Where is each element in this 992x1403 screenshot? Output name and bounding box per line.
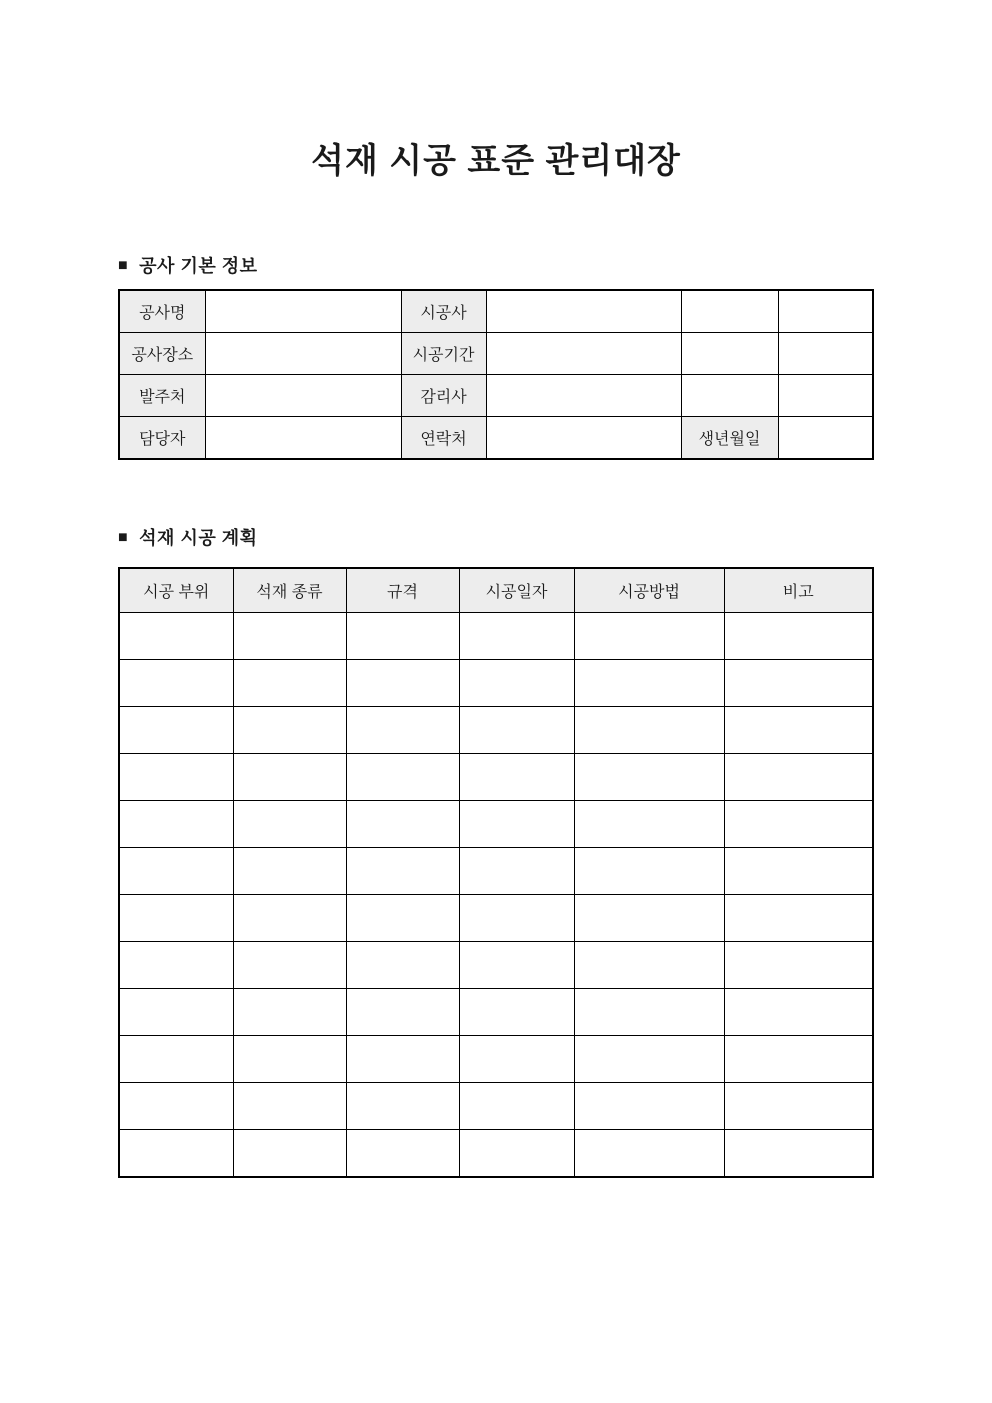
field-value-contact [486, 417, 681, 460]
plan-empty-cell [119, 848, 233, 895]
field-value-construction-site [205, 333, 401, 375]
plan-empty-cell [119, 707, 233, 754]
plan-empty-cell [574, 895, 724, 942]
field-label-ordering-party: 발주처 [119, 375, 205, 417]
plan-empty-cell [233, 989, 346, 1036]
document-title: 석재 시공 표준 관리대장 [311, 142, 681, 180]
empty-cell [778, 290, 873, 333]
plan-empty-cell [724, 707, 873, 754]
plan-empty-cell [574, 942, 724, 989]
plan-empty-cell [574, 848, 724, 895]
plan-empty-cell [459, 848, 574, 895]
plan-empty-cell [459, 707, 574, 754]
plan-empty-cell [724, 754, 873, 801]
plan-empty-cell [346, 1083, 459, 1130]
basic-info-row [119, 290, 873, 333]
section-heading-basic-info-text: 공사 기본 정보 [139, 256, 258, 276]
field-value-person-in-charge [205, 417, 401, 460]
plan-empty-cell [233, 754, 346, 801]
plan-empty-cell [346, 660, 459, 707]
plan-empty-cell [574, 1083, 724, 1130]
plan-empty-cell [459, 754, 574, 801]
plan-empty-cell [233, 1036, 346, 1083]
basic-info-row [119, 333, 873, 375]
construction-plan-table [118, 567, 874, 1178]
field-value-construction-name [205, 290, 401, 333]
plan-empty-cell [119, 1130, 233, 1178]
empty-cell [681, 290, 778, 333]
plan-empty-cell [233, 942, 346, 989]
plan-empty-cell [119, 801, 233, 848]
plan-empty-cell [119, 1036, 233, 1083]
plan-empty-cell [346, 848, 459, 895]
col-header-construction-method: 시공방법 [574, 568, 724, 613]
plan-empty-row [119, 754, 873, 801]
plan-empty-cell [574, 1036, 724, 1083]
plan-empty-cell [724, 989, 873, 1036]
field-label-contact: 연락처 [401, 417, 486, 460]
plan-empty-cell [459, 1130, 574, 1178]
plan-empty-cell [346, 707, 459, 754]
plan-empty-cell [574, 989, 724, 1036]
basic-info-row [119, 417, 873, 460]
plan-empty-cell [574, 801, 724, 848]
col-header-construction-location: 시공 부위 [119, 568, 233, 613]
field-label-construction-period: 시공기간 [401, 333, 486, 375]
field-label-contractor: 시공사 [401, 290, 486, 333]
plan-empty-cell [724, 942, 873, 989]
section-heading-construction-plan [118, 524, 258, 550]
plan-empty-cell [574, 613, 724, 660]
plan-empty-cell [574, 754, 724, 801]
plan-empty-cell [233, 1083, 346, 1130]
plan-empty-row [119, 1036, 873, 1083]
field-label-supervisor-company: 감리사 [401, 375, 486, 417]
plan-empty-cell [724, 660, 873, 707]
basic-info-row [119, 375, 873, 417]
field-value-ordering-party [205, 375, 401, 417]
plan-empty-cell [574, 1130, 724, 1178]
plan-empty-cell [724, 1130, 873, 1178]
plan-empty-cell [346, 1036, 459, 1083]
plan-empty-row [119, 1083, 873, 1130]
plan-empty-cell [459, 942, 574, 989]
plan-empty-cell [233, 848, 346, 895]
plan-empty-row [119, 989, 873, 1036]
plan-empty-row [119, 1130, 873, 1178]
field-value-contractor [486, 290, 681, 333]
plan-empty-cell [346, 754, 459, 801]
col-header-stone-type: 석재 종류 [233, 568, 346, 613]
plan-empty-cell [233, 895, 346, 942]
plan-empty-cell [459, 895, 574, 942]
black-square-bullet-icon: ■ [118, 257, 129, 274]
plan-empty-cell [119, 754, 233, 801]
plan-empty-cell [119, 613, 233, 660]
plan-empty-cell [574, 660, 724, 707]
field-label-construction-site: 공사장소 [119, 333, 205, 375]
plan-empty-cell [119, 1083, 233, 1130]
plan-empty-cell [459, 1036, 574, 1083]
plan-empty-cell [459, 1083, 574, 1130]
plan-empty-cell [724, 1083, 873, 1130]
plan-empty-cell [459, 613, 574, 660]
plan-empty-cell [119, 942, 233, 989]
col-header-specification: 규격 [346, 568, 459, 613]
plan-empty-row [119, 848, 873, 895]
plan-empty-cell [346, 1130, 459, 1178]
field-label-birth-date: 생년월일 [681, 417, 778, 460]
plan-empty-row [119, 801, 873, 848]
plan-empty-cell [724, 895, 873, 942]
section-heading-construction-plan-text: 석재 시공 계획 [139, 528, 258, 548]
plan-empty-row [119, 942, 873, 989]
plan-empty-cell [233, 613, 346, 660]
plan-empty-cell [346, 895, 459, 942]
plan-empty-row [119, 895, 873, 942]
plan-empty-cell [233, 660, 346, 707]
empty-cell [778, 375, 873, 417]
plan-empty-cell [459, 801, 574, 848]
plan-empty-cell [724, 1036, 873, 1083]
plan-empty-cell [346, 613, 459, 660]
plan-empty-cell [119, 660, 233, 707]
plan-empty-cell [119, 895, 233, 942]
plan-empty-cell [233, 707, 346, 754]
col-header-construction-date: 시공일자 [459, 568, 574, 613]
plan-empty-cell [574, 707, 724, 754]
plan-empty-cell [346, 801, 459, 848]
empty-cell [778, 333, 873, 375]
plan-table-body [119, 613, 873, 1178]
black-square-bullet-icon: ■ [118, 529, 129, 546]
plan-empty-cell [346, 989, 459, 1036]
plan-empty-cell [724, 848, 873, 895]
plan-empty-cell [346, 942, 459, 989]
plan-empty-cell [459, 989, 574, 1036]
plan-empty-cell [724, 801, 873, 848]
field-value-birth-date [778, 417, 873, 460]
basic-info-table [118, 289, 874, 460]
field-value-supervisor-company [486, 375, 681, 417]
section-heading-basic-info [118, 252, 258, 278]
field-value-construction-period [486, 333, 681, 375]
field-label-person-in-charge: 담당자 [119, 417, 205, 460]
plan-empty-row [119, 613, 873, 660]
plan-header-row [119, 568, 873, 613]
empty-cell [681, 333, 778, 375]
plan-empty-row [119, 707, 873, 754]
plan-empty-row [119, 660, 873, 707]
col-header-remarks: 비고 [724, 568, 873, 613]
plan-empty-cell [459, 660, 574, 707]
plan-empty-cell [119, 989, 233, 1036]
plan-empty-cell [233, 1130, 346, 1178]
field-label-construction-name: 공사명 [119, 290, 205, 333]
empty-cell [681, 375, 778, 417]
plan-empty-cell [233, 801, 346, 848]
plan-empty-cell [724, 613, 873, 660]
